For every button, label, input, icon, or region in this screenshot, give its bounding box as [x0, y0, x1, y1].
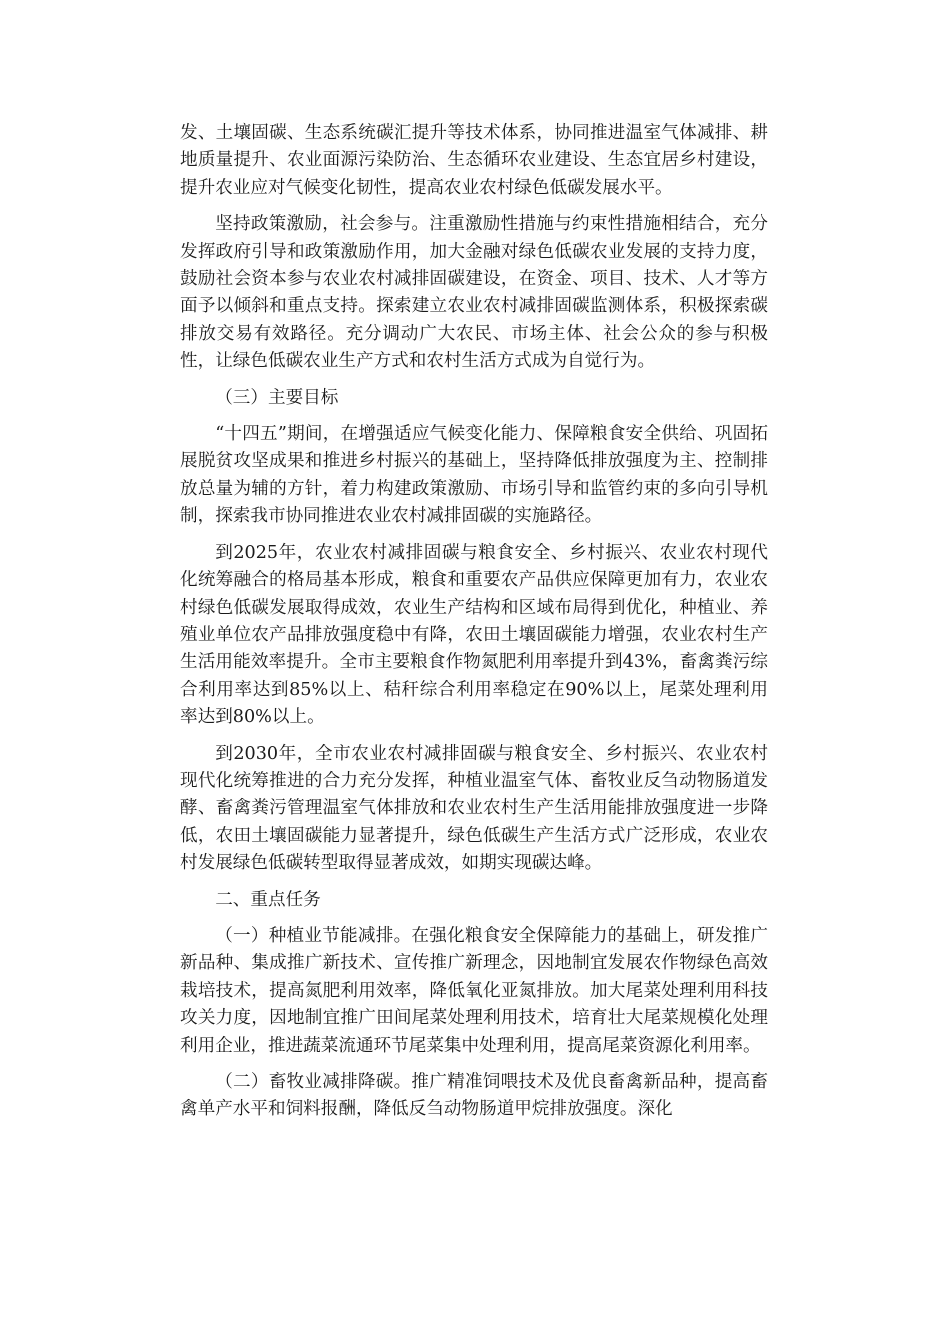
document-page	[180, 120, 768, 1133]
paragraph-goals-2025: 到2025年，农业农村减排固碳与粮食安全、乡村振兴、农业农村现代化统筹融合的格局基本形成，粮食和重要农产品供应保障更加有力，农业农村绿色低碳发展取得成效，农业生产结构和区域布局得到优化，种植业、养殖业单位农产品排放强度稳中有降，农田土壤固碳能力增强，农业农村生产生活用能效率提升。全市主要粮食作物氮肥利用率提升到43%，畜禽粪污综合利用率达到85%以上、秸秆综合利用率稳定在90%以上，尾菜处理利用率达到80%以上。	[180, 542, 768, 728]
paragraph-livestock-carbon-reduction: （二）畜牧业减排降碳。推广精准饲喂技术及优良畜禽新品种，提高畜禽单产水平和饲料报酬，降低反刍动物肠道甲烷排放强度。深化	[180, 1072, 768, 1120]
section-heading-main-goals: （三）主要目标	[215, 387, 339, 408]
paragraph-14th-five-year: “十四五”期间，在增强适应气候变化能力、保障粮食安全供给、巩固拓展脱贫攻坚成果和推进乡村振兴的基础上，坚持降低排放强度为主、控制排放总量为辅的方针，着力构建政策激励、市场引导和监管约束的多向引导机制，探索我市协同推进农业农村减排固碳的实施路径。	[180, 424, 768, 527]
paragraph-planting-emission-reduction: （一）种植业节能减排。在强化粮食安全保障能力的基础上，研发推广新品种、集成推广新技术、宣传推广新理念，因地制宜发展农作物绿色高效栽培技术，提高氮肥利用效率，降低氧化亚氮排放。加大尾菜处理利用科技攻关力度，因地制宜推广田间尾菜处理利用技术，培育壮大尾菜规模化处理利用企业，推进蔬菜流通环节尾菜集中处理利用，提高尾菜资源化利用率。	[180, 925, 768, 1056]
paragraph-continued-tech-system: 发、土壤固碳、生态系统碳汇提升等技术体系，协同推进温室气体减排、耕地质量提升、农业面源污染防治、生态循环农业建设、生态宜居乡村建设，提升农业应对气候变化韧性，提高农业农村绿色低碳发展水平。	[180, 123, 768, 198]
section-heading-key-tasks: 二、重点任务	[215, 889, 321, 910]
paragraph-goals-2030: 到2030年，全市农业农村减排固碳与粮食安全、乡村振兴、农业农村现代化统筹推进的合力充分发挥，种植业温室气体、畜牧业反刍动物肠道发酵、畜禽粪污管理温室气体排放和农业农村生产生活用能排放强度进一步降低，农田土壤固碳能力显著提升，绿色低碳生产生活方式广泛形成，农业农村发展绿色低碳转型取得显著成效，如期实现碳达峰。	[180, 743, 768, 874]
paragraph-policy-incentive: 坚持政策激励，社会参与。注重激励性措施与约束性措施相结合，充分发挥政府引导和政策激励作用，加大金融对绿色低碳农业发展的支持力度，鼓励社会资本参与农业农村减排固碳建设，在资金、项目、技术、人才等方面予以倾斜和重点支持。探索建立农业农村减排固碳监测体系，积极探索碳排放交易有效路径。充分调动广大农民、市场主体、社会公众的参与积极性，让绿色低碳农业生产方式和农村生活方式成为自觉行为。	[180, 214, 768, 372]
